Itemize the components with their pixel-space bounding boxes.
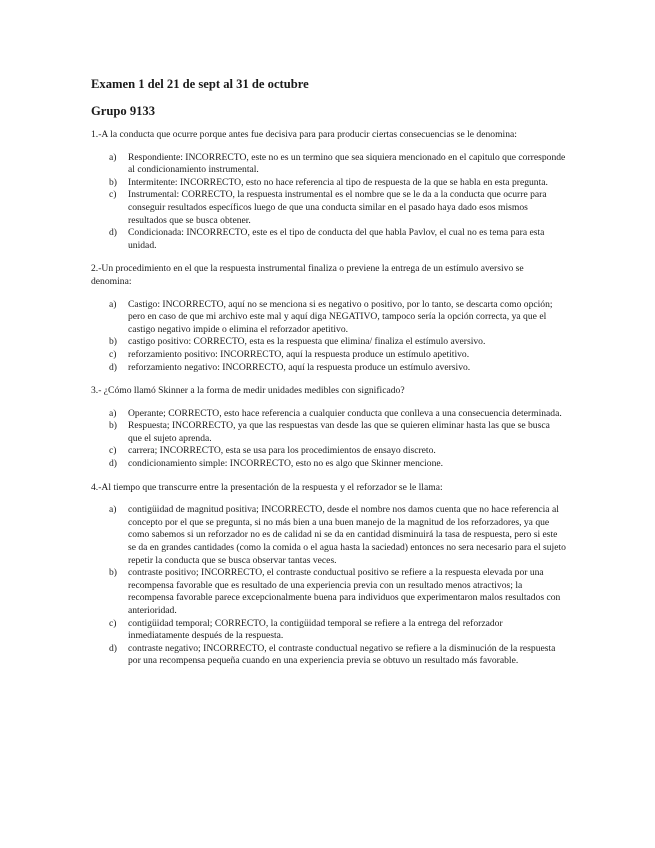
question-text: 1.-A la conducta que ocurre porque antes fue decisiva para para producir ciertas consecuencias se le denomina:	[91, 129, 517, 140]
answer-option	[91, 618, 566, 643]
option-marker: c)	[109, 617, 117, 629]
question-text: 2.-Un procedimiento en el que la respuesta instrumental finaliza o previene la entrega de un estímulo aversivo se denomina:	[91, 263, 524, 287]
option-text: reforzamiento positivo: INCORRECTO, aquí la respuesta produce un estímulo apetitivo.	[128, 348, 470, 360]
option-marker: c)	[109, 445, 117, 457]
question-text: 3.- ¿Cómo llamó Skinner a la forma de medir unidades medibles con significado?	[91, 385, 405, 397]
answer-options	[91, 299, 566, 375]
answer-options	[91, 504, 566, 668]
option-text: Respuesta; INCORRECTO, ya que las respuestas van desde las que se quieren eliminar hasta las que se busca que el sujeto aprenda.	[128, 420, 550, 444]
option-text: Instrumental: CORRECTO, la respuesta instrumental es el nombre que se le da a la conducta que ocurre para conseguir resultados específicos luego de que una conducta similar en el pasado haya dado esos mismos resultados que se busca obtener.	[128, 189, 547, 226]
option-marker: b)	[109, 567, 117, 579]
option-text: castigo positivo: CORRECTO, esta es la respuesta que elimina/ finaliza el estímulo aversivo.	[128, 336, 486, 348]
option-text: Intermitente: INCORRECTO, esto no hace referencia al tipo de respuesta de la que se habla en esta pregunta.	[128, 176, 548, 188]
exam-title: Examen 1 del 21 de sept al 31 de octubre	[91, 77, 309, 91]
answer-option	[91, 227, 566, 252]
answer-option	[91, 458, 566, 471]
option-marker: a)	[109, 504, 117, 516]
option-marker: c)	[109, 348, 117, 360]
option-text: Respondiente: INCORRECTO, este no es un termino que sea siquiera mencionado en el capitulo que corresponde al condicionamiento instrumental.	[128, 151, 566, 176]
option-text: carrera; INCORRECTO, esta se usa para los procedimientos de ensayo discreto.	[128, 445, 436, 457]
option-text: Castigo: INCORRECTO, aquí no se menciona si es negativo o positivo, por lo tanto, se descarta como opción; pero en caso de que mi archivo este mal y aquí diga NEGATIVO, tampoco sería la opción correcta, ya que el castigo negativo impide o elimina el reforzador apetitivo.	[128, 298, 553, 335]
option-text: contraste negativo; INCORRECTO, el contraste conductual negativo se refiere a la disminución de la respuesta por una recompensa pequeña cuando en una experiencia previa se obtuvo un resultado más favorable.	[128, 642, 556, 667]
option-marker: d)	[109, 227, 117, 239]
answer-option	[91, 408, 566, 421]
option-marker: a)	[109, 298, 117, 310]
answer-options	[91, 408, 566, 471]
answer-option	[91, 445, 566, 458]
answer-option	[91, 504, 566, 567]
option-marker: c)	[109, 189, 117, 201]
question-text: 4.-Al tiempo que transcurre entre la presentación de la respuesta y el reforzador se le llama:	[91, 481, 443, 493]
answer-option	[91, 349, 566, 362]
answer-option	[91, 299, 566, 337]
answer-option	[91, 189, 566, 227]
option-marker: a)	[109, 151, 117, 163]
option-marker: d)	[109, 458, 117, 470]
answer-option	[91, 336, 566, 349]
option-marker: d)	[109, 642, 117, 654]
option-text: contigüidad de magnitud positiva; INCORRECTO, desde el nombre nos damos cuenta que no hace referencia al concepto por el que se pregunta, si no más bien a una buen manejo de la magnitud de los reforzadores, ya que como sabemos si un reforzador no es de calidad ni se da en cantidad disminuirá la tasa de respuesta, pero si este se da en grandes cantidades (como la comida o el agua hasta la saciedad) entonces no sera necesario para el sujeto repetir la conducta que se busca observar tantas veces.	[128, 504, 566, 566]
option-marker: d)	[109, 361, 117, 373]
answer-option	[91, 362, 566, 375]
answer-option	[91, 152, 566, 177]
answer-option	[91, 177, 566, 190]
answer-option	[91, 567, 566, 617]
option-marker: b)	[109, 336, 117, 348]
answer-option	[91, 420, 566, 445]
answer-options	[91, 152, 566, 253]
option-text: contigüidad temporal; CORRECTO, la contigüidad temporal se refiere a la entrega del reforzador inmediatamente después de la respuesta.	[128, 617, 503, 642]
option-marker: a)	[109, 407, 117, 419]
option-marker: b)	[109, 420, 117, 432]
option-text: contraste positivo; INCORRECTO, el contraste conductual positivo se refiere a la respuesta elevada por una recompensa favorable que es resultado de una experiencia previa con un resultado menos atractivos; la recompensa favorable parece excepcionalmente buena para individuos que experimentaron malos resultados con anterioridad.	[128, 567, 561, 616]
question-list	[91, 129, 566, 668]
group-heading: Grupo 9133	[91, 104, 156, 118]
option-text: condicionamiento simple: INCORRECTO, esto no es algo que Skinner mencione.	[128, 458, 444, 470]
option-text: reforzamiento negativo: INCORRECTO, aquí la respuesta produce un estímulo aversivo.	[128, 361, 471, 373]
option-marker: b)	[109, 176, 117, 188]
document-content	[91, 76, 566, 679]
option-text: Condicionada: INCORRECTO, este es el tipo de conducta del que habla Pavlov, el cual no es tema para esta unidad.	[128, 227, 545, 251]
answer-option	[91, 643, 566, 668]
option-text: Operante; CORRECTO, esto hace referencia a cualquier conducta que conlleva a una consecuencia determinada.	[128, 407, 562, 419]
